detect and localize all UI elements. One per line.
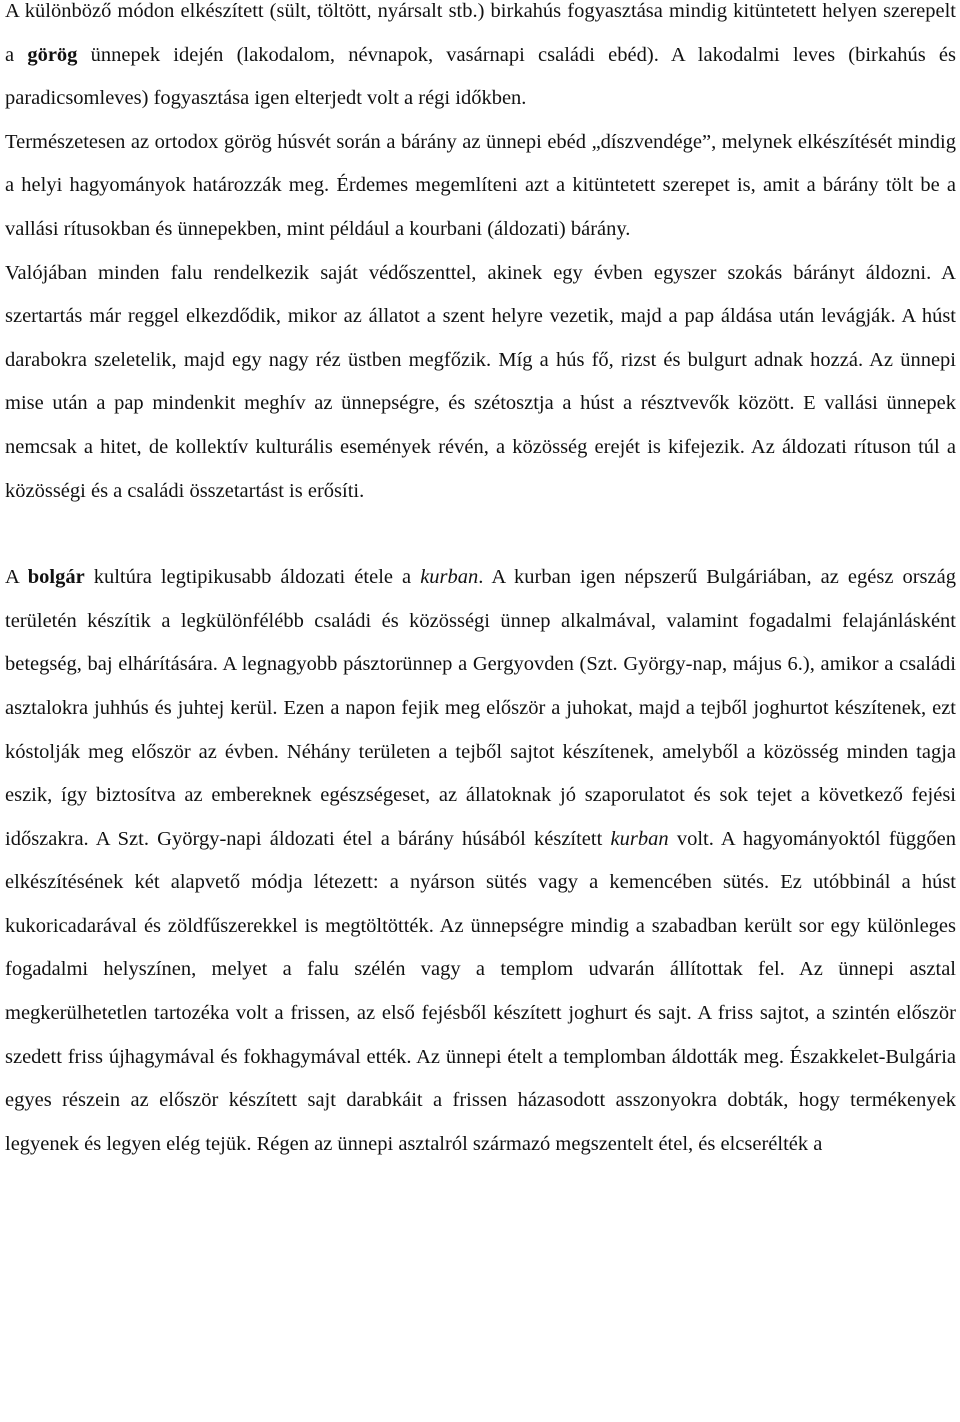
paragraph-easter-lamb <box>5 121 956 252</box>
emphasis-bulgarian: bolgár <box>27 566 85 589</box>
paragraph-bulgarian-kurban <box>5 556 956 1166</box>
paragraph-text: volt. A hagyományoktól függően elkészítésének két alapvető módja létezett: a nyárson sütés vagy a kemencében sütés. Ez utóbbinál a húst kukoricadarával és zöldfűszerekkel is megtöltötték. Az ünnepségre mindig a szabadban került sor egy különleges fogadalmi helyszínen, melyet a falu szélén vagy a templom udvarán állítottak fel. Az ünnepi asztal megkerülhetetlen tartozéka volt a frissen, az első fejésből készített joghurt és sajt. A friss sajtot, a szintén először szedett friss újhagymával és fokhagymával ették. Az ünnepi ételt a templomban áldották meg. Északkelet-Bulgária egyes részein az először készített sajt darabkáit a frissen házasodott asszonyokra dobták, hogy termékenyek legyenek és legyen elég tejük. Régen az ünnepi asztalról származó megszentelt étel, és elcserélték a <box>5 827 956 1155</box>
paragraph-greek-mutton <box>5 0 956 121</box>
paragraph-village-sacrifice <box>5 252 956 514</box>
term-kurban: kurban <box>610 827 669 850</box>
paragraph-text: Természetesen az ortodox görög húsvét során a bárány az ünnepi ebéd „díszvendége”, melynek elkészítését mindig a helyi hagyományok határozzák meg. Érdemes megemlíteni azt a kitüntetett szerepet is, amit a bárány tölt be a vallási rítusokban és ünnepekben, mint például a kourbani (áldozati) bárány. <box>5 130 956 240</box>
emphasis-greek: görög <box>27 43 78 66</box>
term-kurban: kurban <box>420 566 479 589</box>
paragraph-text: ünnepek idején (lakodalom, névnapok, vasárnapi családi ebéd). A lakodalmi leves (birkahús és paradicsomleves) fogyasztása igen elterjedt volt a régi időkben. <box>5 43 956 110</box>
paragraph-text: A <box>5 566 28 589</box>
paragraph-text: Valójában minden falu rendelkezik saját védőszenttel, akinek egy évben egyszer szokás bárányt áldozni. A szertartás már reggel elkezdődik, mikor az állatot a szent helyre vezetik, majd a pap áldása után levágják. A húst darabokra szeletelik, majd egy nagy réz üstben megfőzik. Míg a hús fő, rizst és bulgurt adnak hozzá. Az ünnepi mise után a pap mindenkit meghív az ünnepségre, és szétosztja a húst a résztvevők között. E vallási ünnepek nemcsak a hitet, de kollektív kulturális események révén, a közösség erejét is kifejezik. Az áldozati rítuson túl a közösségi és a családi összetartást is erősíti. <box>5 261 956 502</box>
paragraph-text: kultúra legtipikusabb áldozati étele a <box>84 566 421 589</box>
paragraph-text: . A kurban igen népszerű Bulgáriában, az egész ország területén készítik a legkülönfélébb családi és közösségi ünnep alkalmával, valamint fogadalmi felajánlásként betegség, baj elhárítására. A legnagyobb pásztorünnep a Gergyovden (Szt. György-nap, május 6.), amikor a családi asztalokra juhhús és juhtej kerül. Ezen a napon fejik meg először a juhokat, majd a tejből joghurtot készítenek, ezt kóstolják meg először az évben. Néhány területen a tejből sajtot készítenek, amelyből a közösség minden tagja eszik, így biztosítva az embereknek egészségeset, az állatoknak jó szaporulatot és sok tejet a következő fejési időszakra. A Szt. György-napi áldozati étel a bárány húsából készített <box>5 566 956 850</box>
paragraph-text: A különböző módon elkészített (sült, töltött, nyársalt stb.) birkahús fogyasztása mindig kitüntetett helyen szerepelt a <box>5 0 956 66</box>
document-page <box>5 0 956 1166</box>
